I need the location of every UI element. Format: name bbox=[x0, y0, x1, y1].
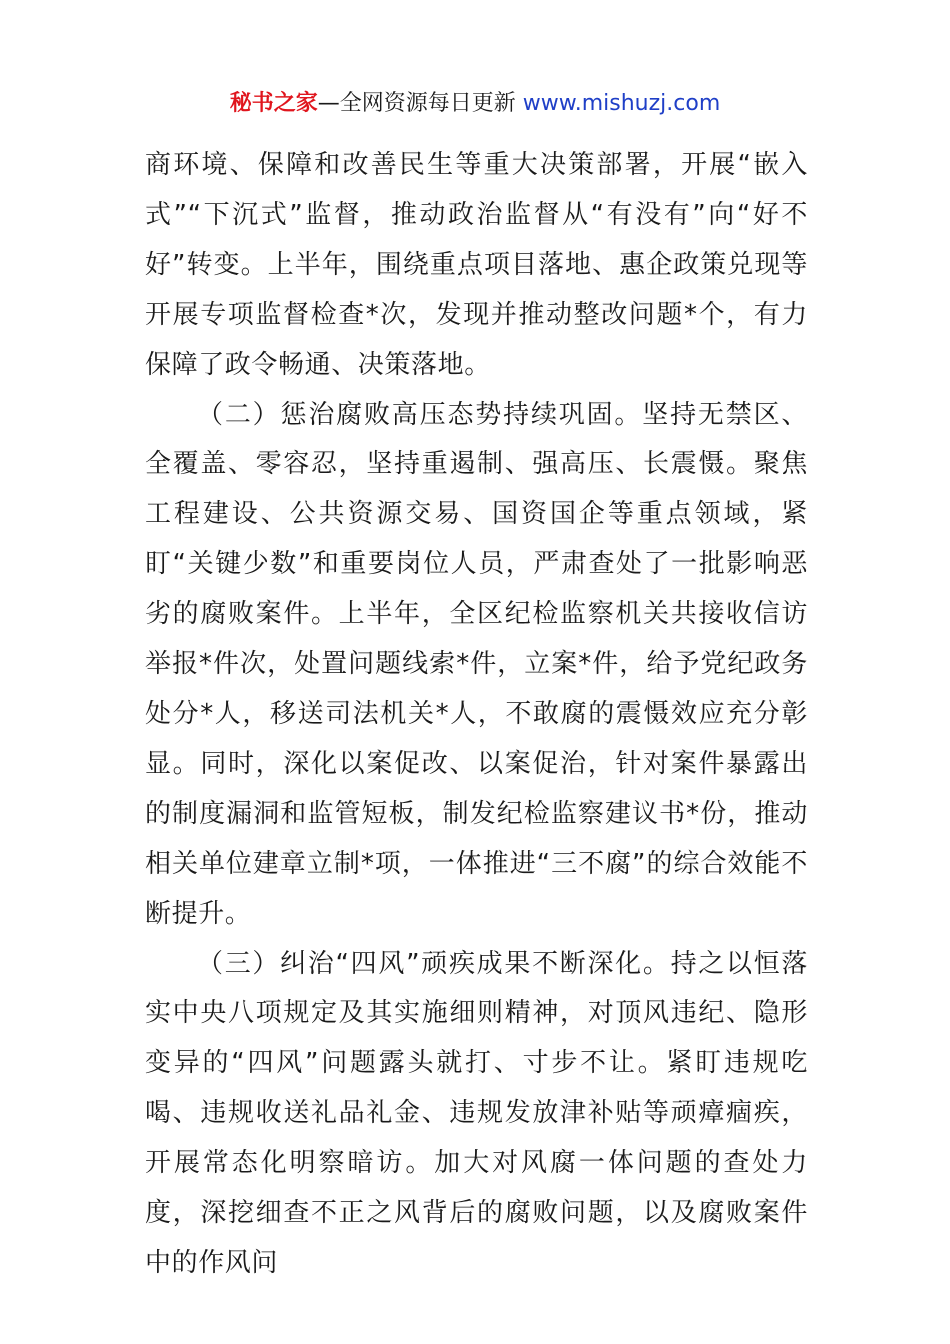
watermark-header bbox=[0, 88, 950, 120]
paragraph-section-three: （三）纠治“四风”顽疾成果不断深化。持之以恒落实中央八项规定及其实施细则精神，对顶风违纪、隐形变异的“四风”问题露头就打、寸步不让。紧盯违规吃喝、违规收送礼品礼金、违规发放津补贴等顽瘴痼疾，开展常态化明察暗访。加大对风腐一体问题的查处力度，深挖细查不正之风背后的腐败问题，以及腐败案件中的作风问 bbox=[145, 948, 808, 1278]
document-body bbox=[145, 141, 808, 1289]
header-url-link[interactable]: www.mishuzj.com bbox=[522, 91, 721, 116]
header-tagline: —全网资源每日更新 bbox=[317, 91, 523, 116]
header-brand: 秘书之家 bbox=[229, 91, 318, 116]
paragraph-continued: 商环境、保障和改善民生等重大决策部署，开展“嵌入式”“下沉式”监督，推动政治监督从“有没有”向“好不好”转变。上半年，围绕重点项目落地、惠企政策兑现等开展专项监督检查*次，发现并推动整改问题*个，有力保障了政令畅通、决策落地。 bbox=[145, 150, 808, 380]
paragraph-section-two: （二）惩治腐败高压态势持续巩固。坚持无禁区、全覆盖、零容忍，坚持重遏制、强高压、长震慑。聚焦工程建设、公共资源交易、国资国企等重点领域，紧盯“关键少数”和重要岗位人员，严肃查处了一批影响恶劣的腐败案件。上半年，全区纪检监察机关共接收信访举报*件次，处置问题线索*件，立案*件，给予党纪政务处分*人，移送司法机关*人，不敢腐的震慑效应充分彰显。同时，深化以案促改、以案促治，针对案件暴露出的制度漏洞和监管短板，制发纪检监察建议书*份，推动相关单位建章立制*项，一体推进“三不腐”的综合效能不断提升。 bbox=[145, 399, 808, 929]
